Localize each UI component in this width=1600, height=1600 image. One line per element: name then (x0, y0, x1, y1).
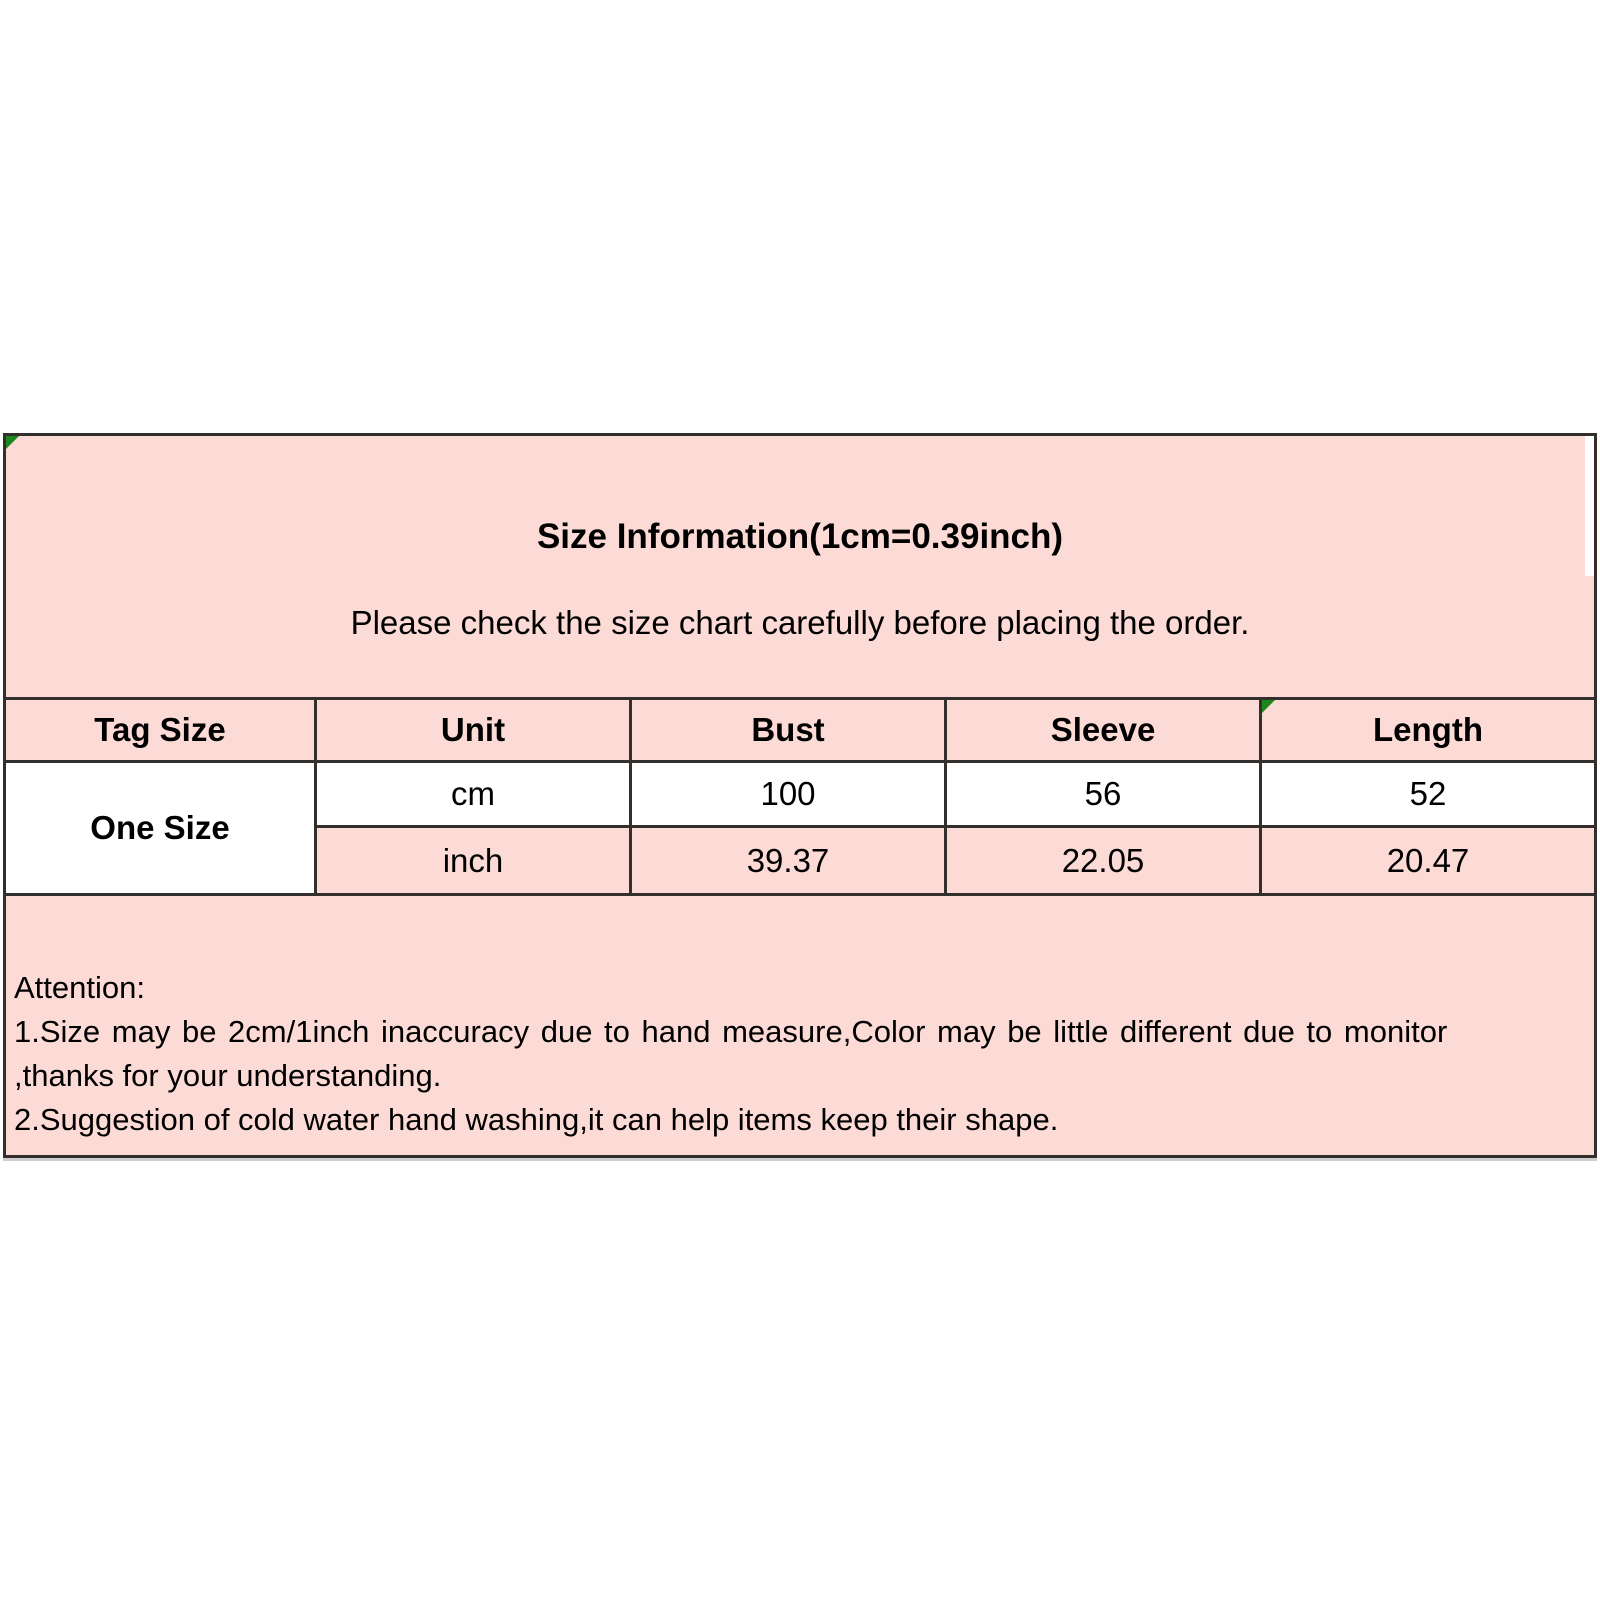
size-info-header (6, 436, 1594, 697)
length-value-cm: 52 (1262, 763, 1594, 828)
unit-cell-inch: inch (317, 828, 632, 893)
attention-note-1-continued: ,thanks for your understanding. (14, 1058, 442, 1093)
col-header-length-label: Length (1373, 711, 1483, 748)
size-info-title: Size Information(1cm=0.39inch) (536, 517, 1064, 556)
length-value-inch: 20.47 (1262, 828, 1594, 893)
bust-value-inch: 39.37 (632, 828, 947, 893)
bust-value-cm: 100 (632, 763, 947, 828)
col-header-tag-size: Tag Size (6, 700, 317, 763)
unit-cell-cm: cm (317, 763, 632, 828)
attention-heading: Attention: (14, 970, 145, 1005)
col-header-unit: Unit (317, 700, 632, 763)
top-right-notch (1585, 436, 1594, 576)
sleeve-value-inch: 22.05 (947, 828, 1262, 893)
attention-section (6, 896, 1594, 1155)
col-header-bust: Bust (632, 700, 947, 763)
corner-flag-icon (1262, 700, 1275, 713)
col-header-length (1262, 700, 1594, 763)
corner-flag-icon (6, 436, 19, 449)
attention-note-1: 1.Size may be 2cm/1inch inaccuracy due to hand measure,Color may be little different due to monitor (14, 1014, 1448, 1049)
attention-note-2: 2.Suggestion of cold water hand washing,it can help items keep their shape. (14, 1102, 1059, 1137)
sleeve-value-cm: 56 (947, 763, 1262, 828)
col-header-sleeve: Sleeve (947, 700, 1262, 763)
size-table (6, 697, 1594, 896)
size-info-subtitle: Please check the size chart carefully before placing the order. (350, 604, 1250, 641)
size-chart-sheet (3, 433, 1597, 1158)
tag-size-cell: One Size (6, 763, 317, 893)
